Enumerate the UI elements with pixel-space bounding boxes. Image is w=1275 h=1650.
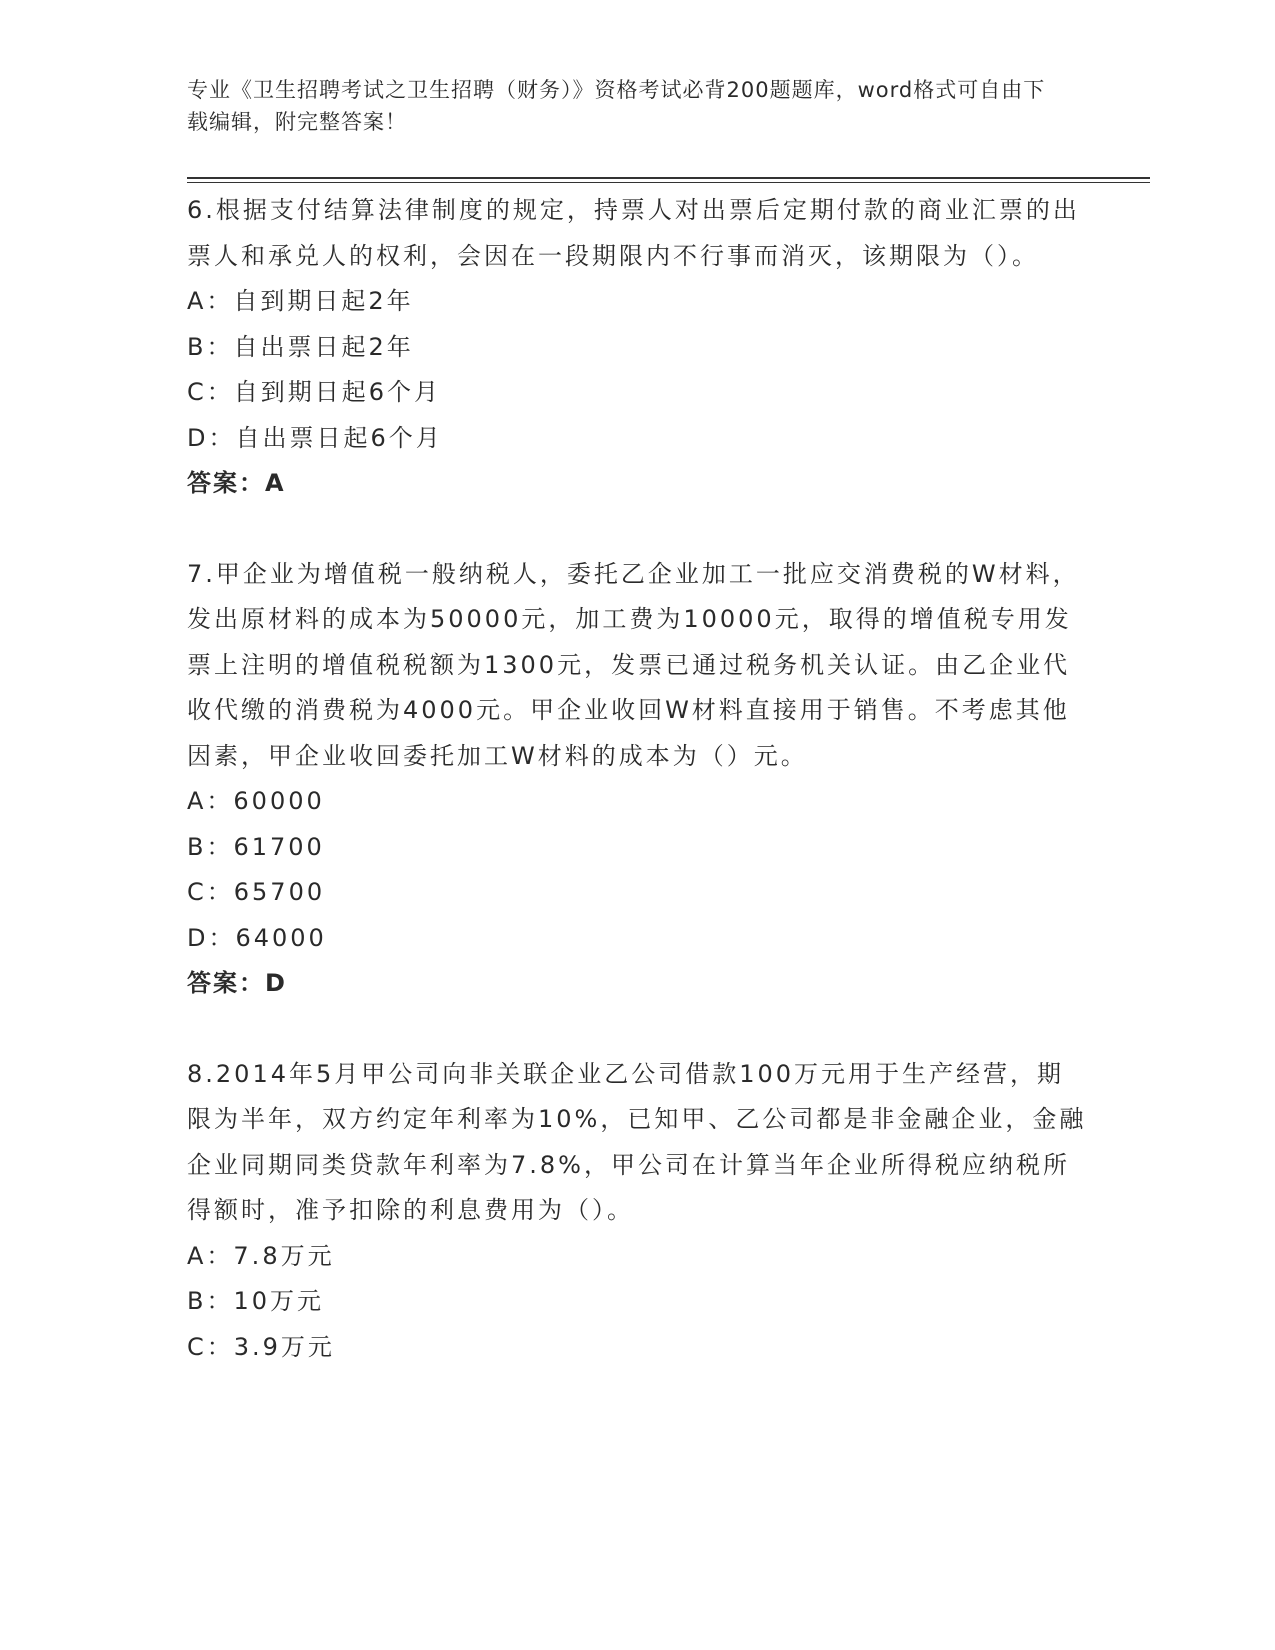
question-6 (187, 188, 1087, 507)
option-d: D：自出票日起6个月 (187, 423, 443, 452)
document-header: 专业《卫生招聘考试之卫生招聘（财务）》资格考试必背200题题库，word格式可自由下载编辑，附完整答案！ (187, 78, 1046, 134)
question-7 (187, 552, 1087, 1007)
option-c: C：自到期日起6个月 (187, 378, 442, 406)
header-divider-thin (187, 182, 1150, 183)
option-c: C：65700 (187, 878, 326, 906)
option-a: A：自到期日起2年 (187, 287, 414, 315)
question-stem: 7.甲企业为增值税一般纳税人，委托乙企业加工一批应交消费税的W材料，发出原材料的成本为50000元，加工费为10000元，取得的增值税专用发票上注明的增值税税额为1300元，发票已通过税务机关认证。由乙企业代收代缴的消费税为4000元。甲企业收回W材料直接用于销售。不考虑其他因素，甲企业收回委托加工W材料的成本为（）元。 (187, 559, 1080, 770)
option-d: D：64000 (187, 923, 327, 952)
option-b: B：61700 (187, 832, 325, 861)
option-a: A：60000 (187, 787, 325, 815)
question-list (187, 188, 1087, 1370)
option-a: A：7.8万元 (187, 1241, 335, 1270)
option-b: B：10万元 (187, 1287, 325, 1315)
question-stem: 8.2014年5月甲公司向非关联企业乙公司借款100万元用于生产经营，期限为半年，双方约定年利率为10%，已知甲、乙公司都是非金融企业，金融企业同期同类贷款年利率为7.8%，甲公司在计算当年企业所得税应纳税所得额时，准予扣除的利息费用为（）。 (187, 1059, 1087, 1224)
option-b: B：自出票日起2年 (187, 332, 414, 361)
answer-label: 答案：A (187, 469, 286, 497)
question-8 (187, 1052, 1087, 1371)
header-divider-thick (187, 177, 1150, 179)
question-stem: 6.根据支付结算法律制度的规定，持票人对出票后定期付款的商业汇票的出票人和承兑人的权利，会因在一段期限内不行事而消灭，该期限为（）。 (187, 196, 1080, 270)
answer-label: 答案：D (187, 969, 287, 997)
option-c: C：3.9万元 (187, 1332, 335, 1361)
